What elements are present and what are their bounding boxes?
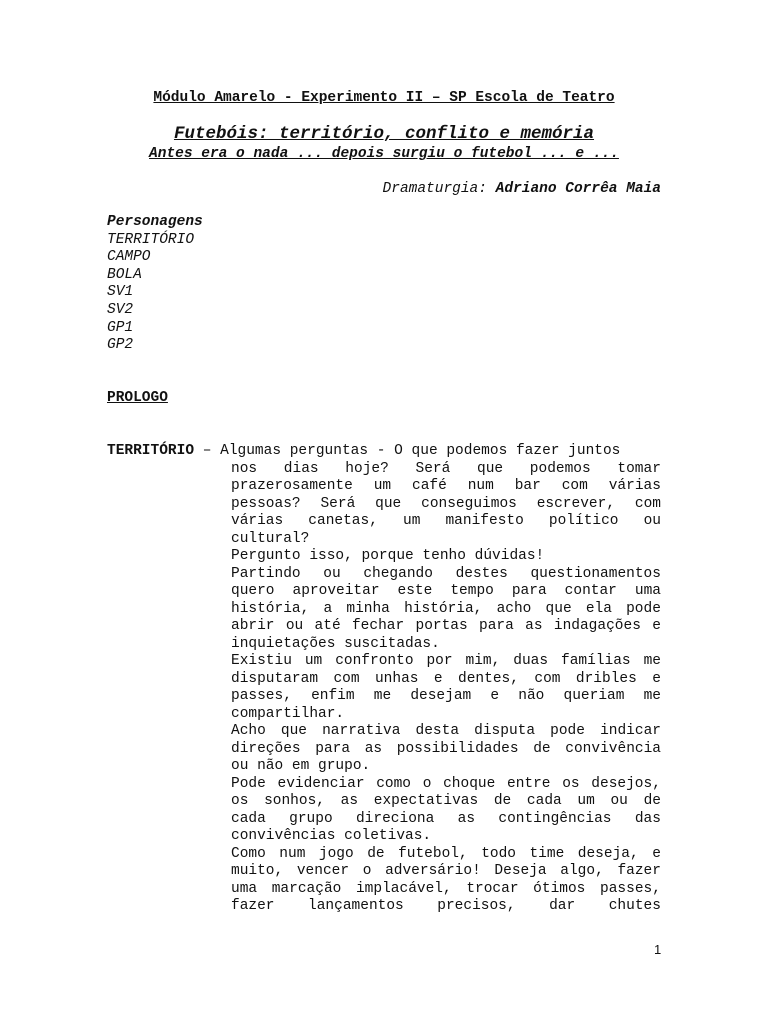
speech-line: inquietações suscitadas. bbox=[231, 635, 440, 652]
speech-line: pessoas? Será que conseguimos escrever, com bbox=[231, 495, 661, 512]
speech-line: passes, enfim me desejam e não queriam me bbox=[231, 688, 661, 704]
character-item: CAMPO bbox=[107, 249, 151, 266]
speech-line: nos dias hoje? Será que podemos tomar bbox=[231, 460, 661, 477]
speech-line: Existiu um confronto por mim, duas famílias me bbox=[231, 653, 661, 669]
speech-line: uma marcação implacável, trocar ótimos passes, bbox=[231, 880, 661, 897]
speech-body bbox=[231, 443, 661, 916]
speech-line: fazer lançamentos precisos, dar chutes bbox=[231, 898, 661, 914]
speech-line: prazerosamente um café num bar com várias bbox=[231, 478, 661, 494]
speech-line: Pergunto isso, porque tenho dúvidas! bbox=[231, 548, 545, 564]
section-heading: PROLOGO bbox=[107, 390, 168, 406]
characters-heading: Personagens bbox=[107, 214, 203, 230]
author-label: Dramaturgia: bbox=[382, 181, 487, 197]
speech-line: Acho que narrativa desta disputa pode indicar bbox=[231, 723, 661, 739]
speech-line: muito, vencer o adversário! Deseja algo, fazer bbox=[231, 863, 661, 879]
speech-line: convivências coletivas. bbox=[231, 828, 432, 844]
speaker-name: TERRITÓRIO bbox=[107, 443, 195, 459]
character-item: GP2 bbox=[107, 337, 134, 354]
speech-line: ou não em grupo. bbox=[231, 758, 371, 774]
speech-line: cada grupo direciona as contingências das bbox=[231, 810, 661, 827]
character-item: TERRITÓRIO bbox=[107, 231, 195, 248]
module-header: Módulo Amarelo - Experimento II – SP Escola de Teatro bbox=[153, 90, 615, 106]
author-name: Adriano Corrêa Maia bbox=[495, 181, 661, 197]
speech-line: Pode evidenciar como o choque entre os desejos, bbox=[231, 775, 661, 792]
speech-spacer bbox=[231, 443, 661, 461]
characters-list bbox=[107, 214, 203, 355]
speech-line: disputaram com unhas e dentes, com dribles e bbox=[231, 670, 661, 687]
character-item: GP1 bbox=[107, 319, 134, 336]
play-subtitle: Antes era o nada ... depois surgiu o futebol ... e ... bbox=[149, 146, 619, 162]
character-item: SV2 bbox=[107, 301, 134, 318]
speech-line: abrir ou até fechar portas para as indagações e bbox=[231, 618, 661, 634]
speech-line: compartilhar. bbox=[231, 705, 345, 722]
author-line bbox=[383, 181, 661, 197]
speech-line: quero aproveitar este tempo para contar uma bbox=[231, 583, 661, 599]
speech-line: Partindo ou chegando destes questionamentos bbox=[231, 565, 661, 582]
play-title: Futebóis: território, conflito e memória bbox=[173, 124, 595, 144]
page-number: 1 bbox=[654, 942, 662, 957]
speech-opening: – Algumas perguntas - O que podemos fazer juntos bbox=[202, 443, 621, 459]
character-item: BOLA bbox=[107, 266, 142, 283]
speech-line: direções para as possibilidades de convivência bbox=[231, 740, 661, 757]
speech-line: história, a minha história, acho que ela pode bbox=[231, 600, 661, 617]
speech-line: Como num jogo de futebol, todo time deseja, e bbox=[231, 845, 661, 862]
speech-line: os sonhos, as expectativas de cada um ou de bbox=[231, 793, 661, 809]
speech-line: cultural? bbox=[231, 530, 310, 547]
character-item: SV1 bbox=[107, 284, 134, 301]
speech-line: várias canetas, um manifesto político ou bbox=[231, 513, 661, 529]
